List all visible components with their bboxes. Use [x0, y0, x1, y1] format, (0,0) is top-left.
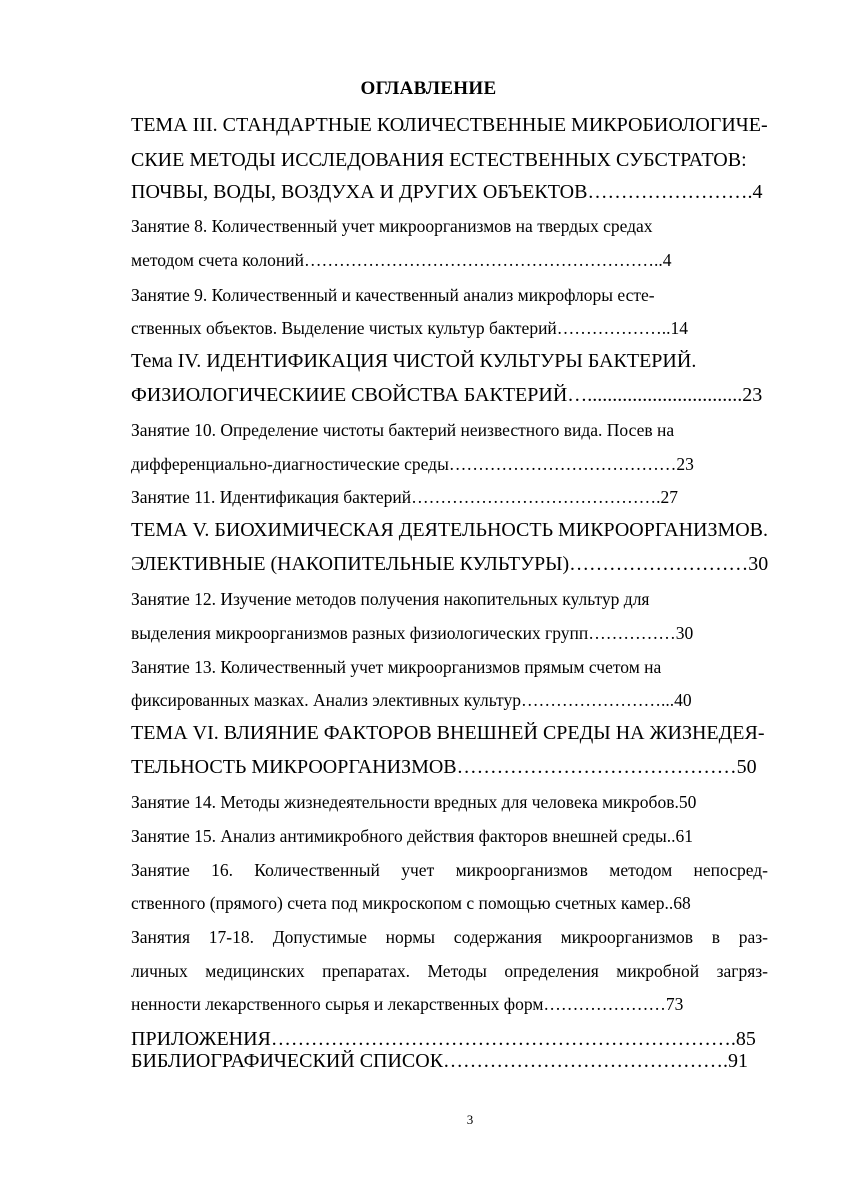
toc-line: Занятие 12. Изучение методов получения накопительных культур для — [131, 589, 650, 609]
toc-line: фиксированных мазках. Анализ элективных культур……………………...40 — [131, 690, 692, 710]
toc-line: ственного (прямого) счета под микроскопом с помощью счетных камер..68 — [131, 893, 691, 913]
toc-line: ТЕМА VI. ВЛИЯНИЕ ФАКТОРОВ ВНЕШНЕЙ СРЕДЫ НА ЖИЗНЕДЕЯ- — [131, 722, 765, 744]
toc-line: методом счета колоний……………………………………………………..4 — [131, 250, 672, 270]
toc-line: личных медицинских препаратах. Методы определения микробной загряз- — [131, 961, 768, 981]
toc-line: Занятие 8. Количественный учет микроорганизмов на твердых средах — [131, 216, 653, 236]
toc-line: СКИЕ МЕТОДЫ ИССЛЕДОВАНИЯ ЕСТЕСТВЕННЫХ СУБСТРАТОВ: — [131, 149, 747, 171]
toc-line: Занятие 9. Количественный и качественный анализ микрофлоры есте- — [131, 285, 655, 305]
toc-line: ФИЗИОЛОГИЧЕСКИИЕ СВОЙСТВА БАКТЕРИЙ…...............................23 — [131, 384, 763, 406]
toc-line: ТЕМА III. СТАНДАРТНЫЕ КОЛИЧЕСТВЕННЫЕ МИКРОБИОЛОГИЧЕ- — [131, 114, 768, 136]
toc-line: Занятие 15. Анализ антимикробного действия факторов внешней среды..61 — [131, 826, 694, 846]
page-number: 3 — [466, 1112, 474, 1127]
toc-line: Занятия 17-18. Допустимые нормы содержания микроорганизмов в раз- — [131, 927, 768, 947]
toc-line: выделения микроорганизмов разных физиологических групп……………30 — [131, 623, 694, 643]
toc-line: ТЕМА V. БИОХИМИЧЕСКАЯ ДЕЯТЕЛЬНОСТЬ МИКРООРГАНИЗМОВ. — [131, 519, 768, 541]
toc-line: ПРИЛОЖЕНИЯ…………………………………………………………….85 — [131, 1028, 756, 1050]
toc-line: дифференциально-диагностические среды…………………………………23 — [131, 454, 694, 474]
toc-line: БИБЛИОГРАФИЧЕСКИЙ СПИСОК…………………………………….91 — [131, 1050, 749, 1072]
toc-line: ПОЧВЫ, ВОДЫ, ВОЗДУХА И ДРУГИХ ОБЪЕКТОВ…………………….4 — [131, 181, 763, 203]
toc-line: ЭЛЕКТИВНЫЕ (НАКОПИТЕЛЬНЫЕ КУЛЬТУРЫ)………………………30 — [131, 553, 769, 575]
toc-line: ТЕЛЬНОСТЬ МИКРООРГАНИЗМОВ……………………………………50 — [131, 756, 757, 778]
toc-line: Занятие 16. Количественный учет микроорганизмов методом непосред- — [131, 860, 768, 880]
toc-line: ственных объектов. Выделение чистых культур бактерий………………..14 — [131, 318, 689, 338]
toc-line: Занятие 10. Определение чистоты бактерий неизвестного вида. Посев на — [131, 420, 675, 440]
toc-line: Занятие 11. Идентификация бактерий…………………………………….27 — [131, 487, 678, 507]
toc-title: ОГЛАВЛЕНИЕ — [360, 78, 497, 99]
toc-line: ненности лекарственного сырья и лекарственных форм…………………73 — [131, 994, 684, 1014]
toc-line: Занятие 13. Количественный учет микроорганизмов прямым счетом на — [131, 657, 662, 677]
toc-line: Тема IV. ИДЕНТИФИКАЦИЯ ЧИСТОЙ КУЛЬТУРЫ БАКТЕРИЙ. — [131, 350, 697, 372]
toc-line: Занятие 14. Методы жизнедеятельности вредных для человека микробов.50 — [131, 792, 697, 812]
